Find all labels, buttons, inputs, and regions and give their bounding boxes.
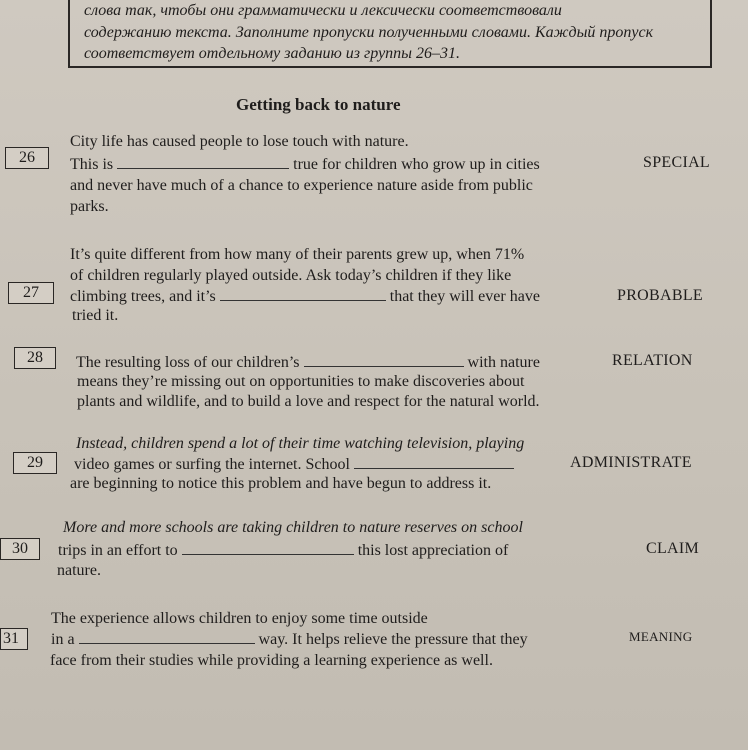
task-number-29: 29 xyxy=(13,452,57,474)
task-30-line: More and more schools are taking children to nature reserves on school xyxy=(63,519,523,536)
task-27-line: tried it. xyxy=(72,307,119,324)
source-word-28: RELATION xyxy=(612,352,693,369)
answer-blank-29[interactable] xyxy=(354,454,514,469)
task-28-line: plants and wildlife, and to build a love and respect for the natural world. xyxy=(77,393,540,410)
answer-blank-30[interactable] xyxy=(182,540,354,555)
instructions-box xyxy=(68,0,712,68)
source-word-30: CLAIM xyxy=(646,540,700,557)
answer-blank-27[interactable] xyxy=(220,286,386,301)
task-30-line: nature. xyxy=(57,562,101,579)
task-31-line: in a way. It helps relieve the pressure that they xyxy=(51,631,528,648)
task-number-27: 27 xyxy=(8,282,54,304)
task-number-28: 28 xyxy=(14,347,56,369)
task-28-line: means they’re missing out on opportunities to make discoveries about xyxy=(77,373,525,390)
task-number-31: 31 xyxy=(0,628,28,650)
task-26-line: and never have much of a chance to experience nature aside from public xyxy=(70,177,533,194)
instructions-line: соответствует отдельному заданию из группы 26–31. xyxy=(84,45,461,62)
answer-blank-31[interactable] xyxy=(79,629,255,644)
source-word-31: MEANING xyxy=(629,629,693,644)
task-31-line: The experience allows children to enjoy some time outside xyxy=(51,610,428,627)
task-27-line: of children regularly played outside. Ask today’s children if they like xyxy=(70,267,512,284)
task-29-line: video games or surfing the internet. School xyxy=(74,454,514,475)
task-29-line: Instead, children spend a lot of their time watching television, playing xyxy=(76,435,525,452)
task-26-line: This is true for children who grow up in cities xyxy=(70,156,540,173)
task-30-line: trips in an effort to this lost appreciation of xyxy=(58,542,509,559)
task-31-line: face from their studies while providing a learning experience as well. xyxy=(50,652,493,669)
source-word-27: PROBABLE xyxy=(617,287,703,304)
source-word-26: SPECIAL xyxy=(643,154,710,171)
task-number-30: 30 xyxy=(0,538,40,560)
task-27-line: It’s quite different from how many of their parents grew up, when 71% xyxy=(70,246,525,263)
task-26-line: parks. xyxy=(70,198,109,215)
task-29-line: are beginning to notice this problem and have begun to address it. xyxy=(70,475,492,492)
task-27-line: climbing trees, and it’s that they will ever have xyxy=(70,288,540,305)
instructions-line: слова так, чтобы они грамматически и лексически соответствовали xyxy=(84,2,562,19)
task-26-line: City life has caused people to lose touch with nature. xyxy=(70,133,409,150)
task-number-26: 26 xyxy=(5,147,49,169)
answer-blank-26[interactable] xyxy=(117,154,289,169)
task-28-line: The resulting loss of our children’s with nature xyxy=(76,354,540,371)
instructions-line: содержанию текста. Заполните пропуски полученными словами. Каждый пропуск xyxy=(84,23,654,41)
answer-blank-28[interactable] xyxy=(304,352,464,367)
page-title: Getting back to nature xyxy=(236,95,401,114)
source-word-29: ADMINISTRATE xyxy=(570,454,692,471)
